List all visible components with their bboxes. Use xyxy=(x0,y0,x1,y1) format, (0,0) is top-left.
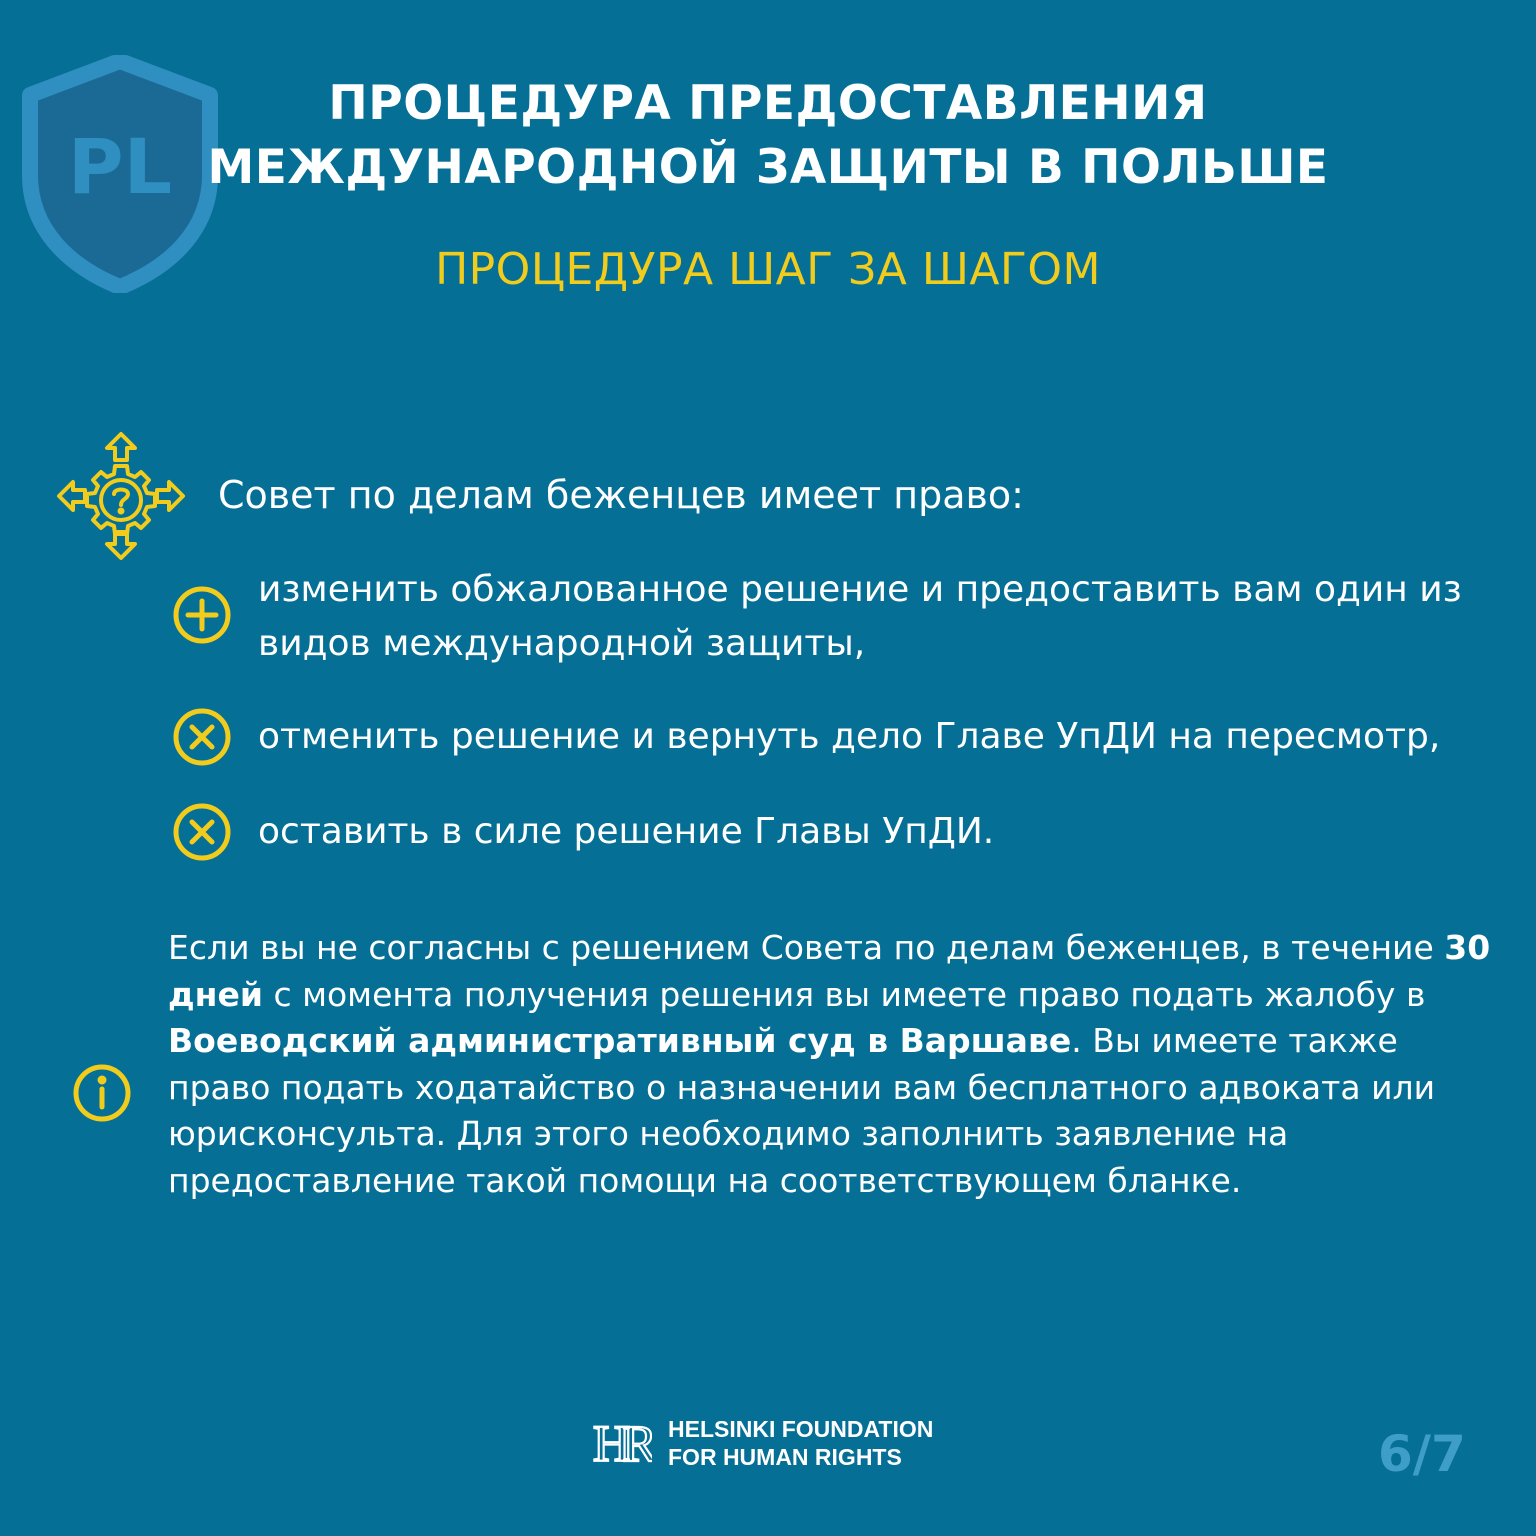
organization-name xyxy=(668,1415,933,1471)
page-number: 6/7 xyxy=(1378,1425,1466,1483)
intro-text: Совет по делам беженцев имеет право: xyxy=(218,473,1024,517)
x-circle-icon xyxy=(171,801,233,863)
title-line-1: ПРОЦЕДУРА ПРЕДОСТАВЛЕНИЯ xyxy=(328,76,1208,131)
gear-question-arrows-icon xyxy=(55,430,187,562)
option-text-1: изменить обжалованное решение и предоставить вам один из видов международной защиты, xyxy=(258,569,1462,664)
x-circle-icon xyxy=(171,706,233,768)
info-icon xyxy=(71,1062,133,1124)
info-part-2: с момента получения решения вы имеете право подать жалобу в xyxy=(262,974,1426,1014)
info-text xyxy=(168,925,1498,1204)
org-line-2: FOR HUMAN RIGHTS xyxy=(668,1444,902,1470)
org-line-1: HELSINKI FOUNDATION xyxy=(668,1416,934,1442)
hfhr-logo-text: HR xyxy=(592,1416,650,1473)
title-line-2: МЕЖДУНАРОДНОЙ ЗАЩИТЫ В ПОЛЬШЕ xyxy=(207,140,1329,195)
info-bold-days: 30 дней xyxy=(168,928,1491,1014)
option-text-3: оставить в силе решение Главы УпДИ. xyxy=(258,811,995,852)
page-title xyxy=(0,72,1536,200)
hfhr-logo xyxy=(590,1413,652,1473)
page-subtitle: ПРОЦЕДУРА ШАГ ЗА ШАГОМ xyxy=(435,244,1101,295)
plus-circle-icon xyxy=(171,584,233,646)
info-part-1: Если вы не согласны с решением Совета по делам беженцев, в течение xyxy=(168,928,1445,967)
badge-label: PL xyxy=(67,122,173,211)
option-text-2: отменить решение и вернуть дело Главе УпДИ на пересмотр, xyxy=(258,716,1441,757)
info-bold-court: Воеводский административный суд в Варшаве xyxy=(168,1021,1072,1060)
info-part-3: . Вы имеете также право подать ходатайство о назначении вам бесплатного адвоката или юрисконсульта. Для этого необходимо заполнить заявление на предоставление такой помощи на соответствующем бланке. xyxy=(168,1021,1436,1200)
